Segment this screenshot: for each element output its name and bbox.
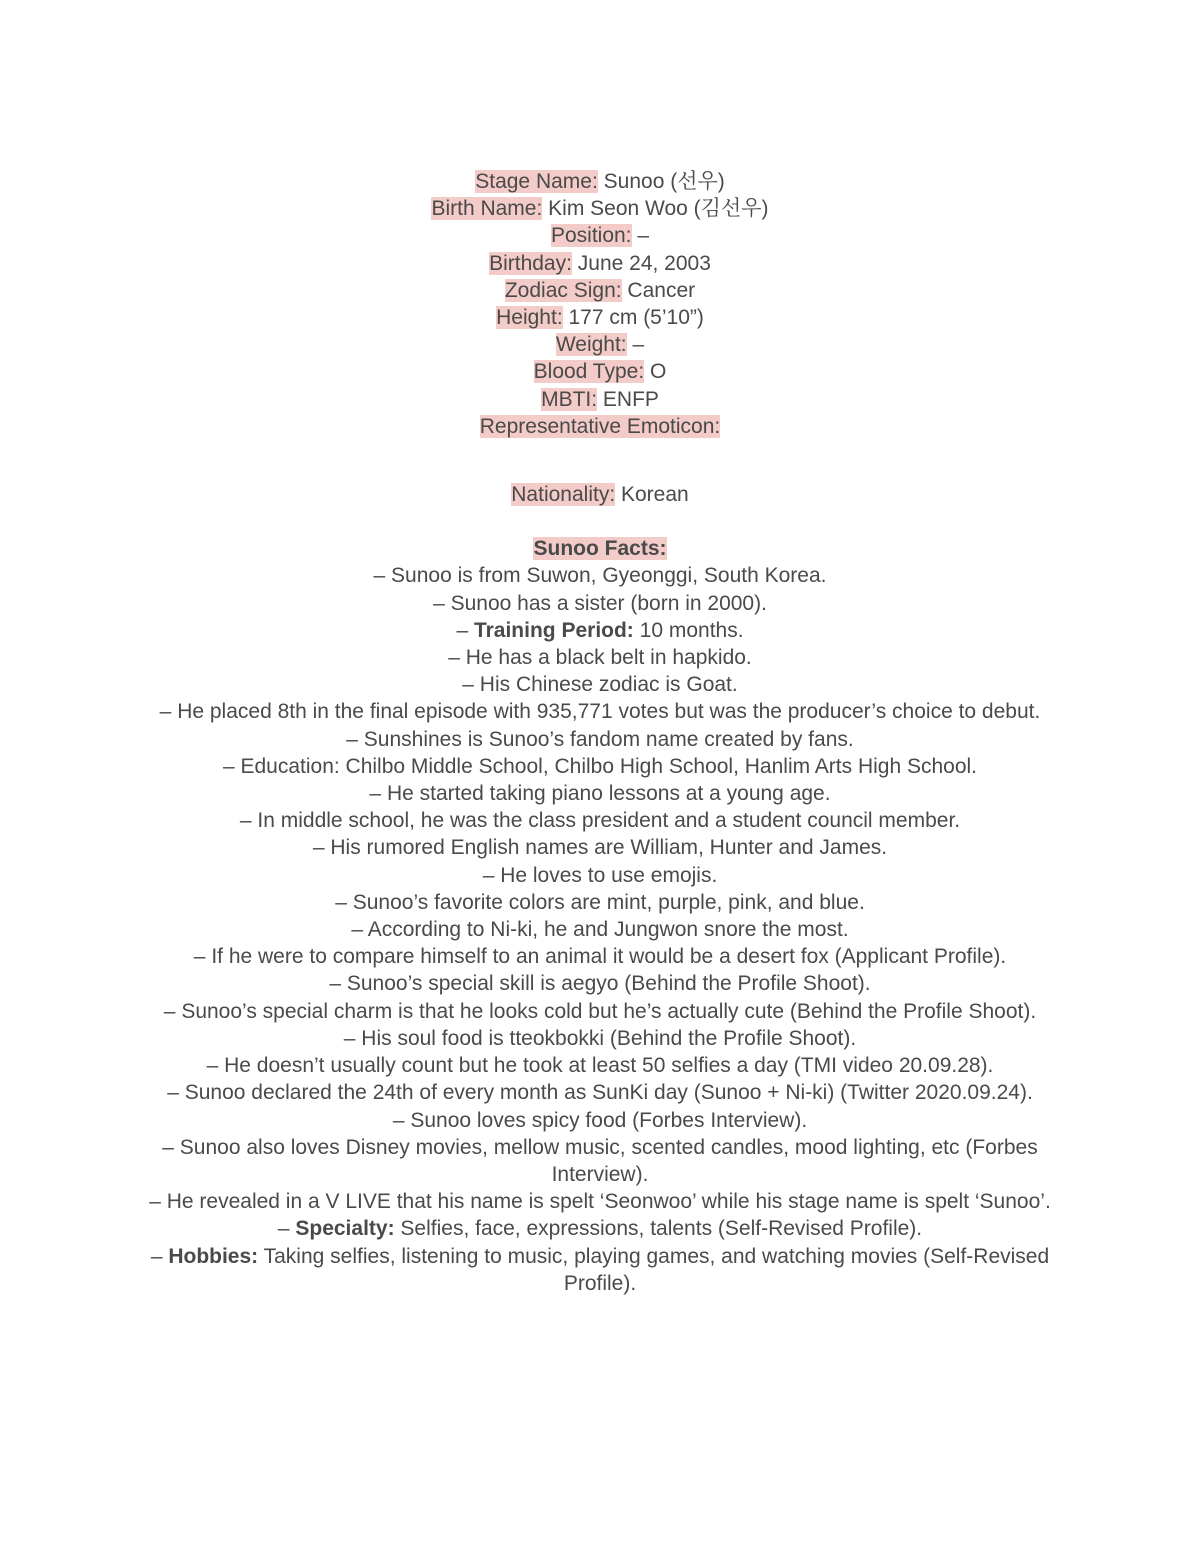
fact-text: Sunoo has a sister (born in 2000). (450, 591, 767, 615)
facts-title-line (140, 535, 1060, 562)
fact-item (140, 644, 1060, 671)
fact-text: Sunoo declared the 24th of every month as SunKi day (Sunoo + Ni-ki) (Twitter 2020.09.24). (184, 1081, 1033, 1105)
fact-dash: – (193, 945, 212, 969)
fact-item (140, 1052, 1060, 1079)
fact-dash: – (482, 863, 501, 887)
fact-item (140, 889, 1060, 916)
fact-dash: – (312, 836, 331, 860)
profile-value: Cancer (621, 278, 696, 302)
fact-item (140, 617, 1060, 644)
profile-value: Sunoo (선우) (597, 170, 725, 193)
fact-dash: – (277, 1217, 296, 1241)
profile-line (140, 386, 1060, 413)
profile-value: O (644, 360, 667, 384)
fact-bold-label: Hobbies: (168, 1244, 259, 1268)
fact-dash: – (343, 1026, 362, 1050)
profile-label: Position: (550, 224, 632, 248)
fact-dash: – (462, 673, 480, 697)
fact-dash: – (373, 564, 392, 588)
profile-line (140, 277, 1060, 304)
fact-item (140, 998, 1060, 1025)
profile-line (140, 168, 1060, 195)
fact-item (140, 970, 1060, 997)
nationality-value: Korean (615, 483, 689, 507)
fact-text: He has a black belt in hapkido. (465, 646, 752, 670)
facts-title: Sunoo Facts: (533, 537, 667, 561)
fact-text: He loves to use emojis. (500, 863, 718, 887)
fact-text: His soul food is tteokbokki (Behind the Profile Shoot). (361, 1026, 857, 1050)
fact-text: Sunshines is Sunoo’s fandom name created by fans. (363, 727, 854, 751)
profile-label: Representative Emoticon: (479, 414, 721, 438)
fact-item (140, 862, 1060, 889)
fact-item (140, 1134, 1060, 1188)
profile-label: Zodiac Sign: (504, 278, 622, 302)
spacer (140, 508, 1060, 535)
fact-dash: – (346, 727, 364, 751)
fact-dash: – (448, 646, 466, 670)
profile-value: ENFP (597, 387, 659, 411)
fact-item (140, 807, 1060, 834)
fact-text: He revealed in a V LIVE that his name is spelt ‘Seonwoo’ while his stage name is spelt ‘Sunoo’. (166, 1190, 1051, 1214)
fact-item (140, 780, 1060, 807)
profile-value: – (626, 333, 645, 357)
fact-item (140, 1215, 1060, 1242)
fact-dash: – (222, 754, 241, 778)
fact-item (140, 943, 1060, 970)
profile-label: Blood Type: (533, 360, 645, 384)
fact-item (140, 834, 1060, 861)
profile-line (140, 413, 1060, 440)
profile-value: June 24, 2003 (571, 251, 711, 275)
fact-bold-label: Specialty: (295, 1217, 395, 1241)
profile-value: 177 cm (5’10”) (562, 306, 704, 330)
fact-text: His Chinese zodiac is Goat. (479, 673, 738, 697)
fact-text: Sunoo’s special skill is aegyo (Behind the Profile Shoot). (346, 972, 871, 996)
fact-dash: – (163, 999, 182, 1023)
fact-text: Sunoo’s favorite colors are mint, purple, pink, and blue. (352, 890, 865, 914)
fact-text: In middle school, he was the class president and a student council member. (257, 809, 961, 833)
fact-item (140, 753, 1060, 780)
nationality-line (140, 481, 1060, 508)
fact-item (140, 1243, 1060, 1297)
fact-text: Education: Chilbo Middle School, Chilbo High School, Hanlim Arts High School. (240, 754, 978, 778)
profile-line (140, 358, 1060, 385)
fact-item (140, 698, 1060, 725)
document-body (140, 168, 1060, 1297)
fact-text: According to Ni-ki, he and Jungwon snore the most. (367, 918, 849, 942)
fact-text: Sunoo is from Suwon, Gyeonggi, South Korea. (391, 564, 827, 588)
profile-label: Stage Name: (475, 170, 598, 193)
profile-label: Height: (496, 306, 563, 330)
fact-item (140, 1025, 1060, 1052)
fact-dash: – (206, 1054, 225, 1078)
fact-dash: – (167, 1081, 185, 1105)
profile-label: Birthday: (489, 251, 572, 275)
profile-label: Birth Name: (431, 197, 543, 221)
profile-line (140, 195, 1060, 222)
nationality-label: Nationality: (511, 483, 616, 507)
fact-dash: – (329, 972, 347, 996)
fact-dash: – (369, 782, 387, 806)
fact-dash: – (351, 918, 368, 942)
fact-text: Sunoo loves spicy food (Forbes Interview). (410, 1108, 808, 1132)
fact-dash: – (149, 1190, 167, 1214)
fact-dash: – (239, 809, 258, 833)
fact-item (140, 1107, 1060, 1134)
fact-item (140, 1079, 1060, 1106)
profile-value: – (631, 224, 650, 248)
fact-dash: – (392, 1108, 411, 1132)
fact-text: Selfies, face, expressions, talents (Self-Revised Profile). (394, 1217, 923, 1241)
spacer (140, 440, 1060, 481)
fact-text: 10 months. (633, 618, 744, 642)
profile-line (140, 222, 1060, 249)
fact-dash: – (150, 1244, 169, 1268)
fact-text: Taking selfies, listening to music, playing games, and watching movies (Self-Revised Profile). (258, 1244, 1050, 1295)
fact-item (140, 726, 1060, 753)
fact-dash: – (159, 700, 178, 724)
fact-bold-label: Training Period: (473, 618, 634, 642)
profile-label: Weight: (555, 333, 627, 357)
fact-text: His rumored English names are William, Hunter and James. (330, 836, 888, 860)
fact-text: He doesn’t usually count but he took at least 50 selfies a day (TMI video 20.09.28). (224, 1054, 994, 1078)
fact-item (140, 1188, 1060, 1215)
fact-dash: – (162, 1135, 180, 1159)
fact-item (140, 671, 1060, 698)
fact-item (140, 916, 1060, 943)
fact-text: He placed 8th in the final episode with 935,771 votes but was the producer’s choice to debut. (177, 700, 1041, 724)
profile-label: MBTI: (541, 387, 598, 411)
fact-text: Sunoo’s special charm is that he looks cold but he’s actually cute (Behind the Profile Shoot). (181, 999, 1037, 1023)
profile-line (140, 304, 1060, 331)
fact-text: If he were to compare himself to an animal it would be a desert fox (Applicant Profile). (211, 945, 1007, 969)
profile-value: Kim Seon Woo (김선우) (542, 197, 769, 221)
profile-line (140, 250, 1060, 277)
fact-dash: – (456, 618, 474, 642)
fact-text: He started taking piano lessons at a young age. (386, 782, 831, 806)
profile-block (140, 168, 1060, 440)
profile-line (140, 331, 1060, 358)
fact-dash: – (335, 890, 353, 914)
facts-list (140, 562, 1060, 1296)
fact-dash: – (433, 591, 451, 615)
fact-text: Sunoo also loves Disney movies, mellow music, scented candles, mood lighting, etc (Forbes Interview). (179, 1135, 1038, 1186)
fact-item (140, 590, 1060, 617)
fact-item (140, 562, 1060, 589)
